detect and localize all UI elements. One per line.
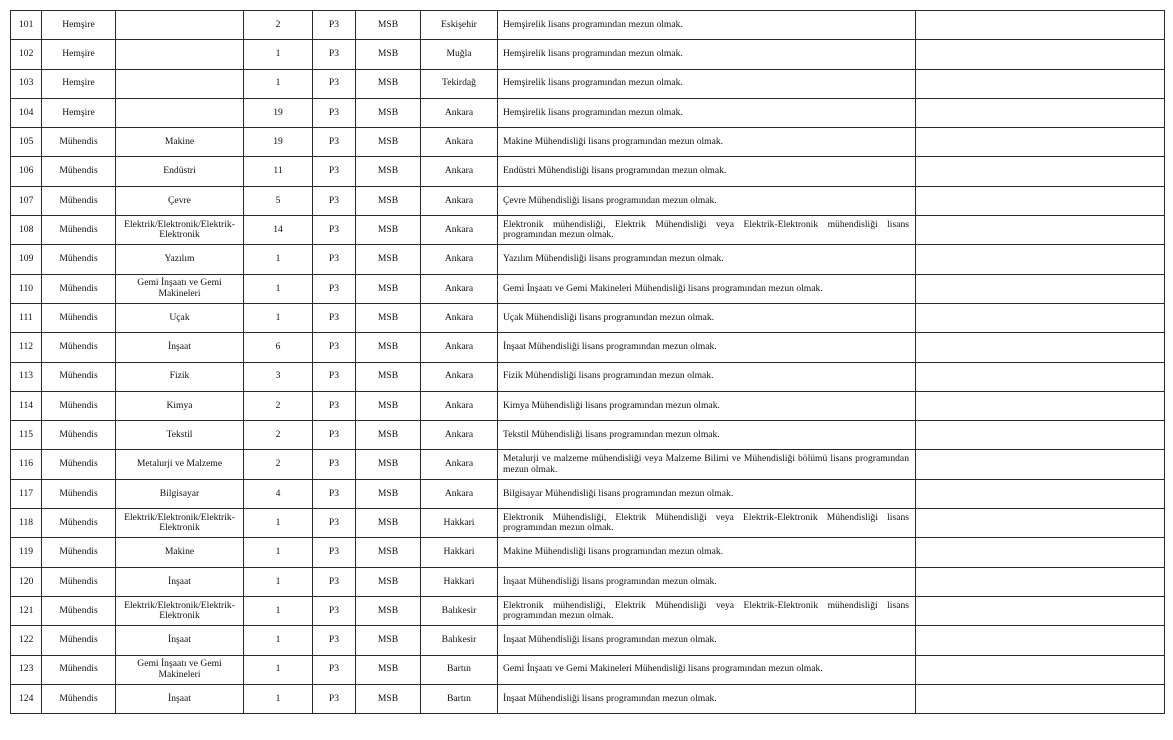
institution: MSB [356,479,421,508]
position-field: Uçak [116,303,244,332]
requirement: Elektronik Mühendisliği, Elektrik Mühendisliği veya Elektrik-Elektronik Mühendisliği lisans programından mezun olmak. [498,509,916,538]
position-field: İnşaat [116,684,244,713]
table-row [11,40,1165,69]
kpss-type: P3 [313,11,356,40]
position-count: 2 [244,450,313,479]
institution: MSB [356,274,421,303]
city: Ankara [421,216,498,245]
position-count: 2 [244,421,313,450]
row-number: 106 [11,157,42,186]
position-count: 1 [244,684,313,713]
kpss-type: P3 [313,421,356,450]
kpss-type: P3 [313,69,356,98]
requirement: İnşaat Mühendisliği lisans programından mezun olmak. [498,626,916,655]
position-count: 1 [244,655,313,684]
note [916,40,1165,69]
row-number: 120 [11,567,42,596]
city: Bartın [421,684,498,713]
position-title: Mühendis [42,391,116,420]
note [916,274,1165,303]
city: Ankara [421,479,498,508]
row-number: 112 [11,333,42,362]
city: Ankara [421,274,498,303]
kpss-type: P3 [313,509,356,538]
position-field: Kimya [116,391,244,420]
city: Ankara [421,98,498,127]
note [916,684,1165,713]
position-field: İnşaat [116,333,244,362]
kpss-type: P3 [313,362,356,391]
position-count: 1 [244,567,313,596]
position-count: 19 [244,98,313,127]
position-title: Mühendis [42,655,116,684]
table-row [11,362,1165,391]
position-count: 1 [244,303,313,332]
row-number: 124 [11,684,42,713]
row-number: 110 [11,274,42,303]
kpss-type: P3 [313,40,356,69]
row-number: 105 [11,128,42,157]
city: Ankara [421,157,498,186]
position-field: İnşaat [116,567,244,596]
city: Balıkesir [421,596,498,625]
position-count: 1 [244,509,313,538]
table-row [11,245,1165,274]
positions-table [10,10,1165,714]
row-number: 111 [11,303,42,332]
institution: MSB [356,128,421,157]
kpss-type: P3 [313,450,356,479]
institution: MSB [356,538,421,567]
position-count: 14 [244,216,313,245]
kpss-type: P3 [313,303,356,332]
institution: MSB [356,509,421,538]
position-title: Mühendis [42,626,116,655]
position-count: 11 [244,157,313,186]
institution: MSB [356,596,421,625]
kpss-type: P3 [313,274,356,303]
requirement: İnşaat Mühendisliği lisans programından mezun olmak. [498,567,916,596]
position-title: Mühendis [42,333,116,362]
institution: MSB [356,69,421,98]
note [916,421,1165,450]
kpss-type: P3 [313,596,356,625]
row-number: 109 [11,245,42,274]
position-count: 1 [244,245,313,274]
position-title: Mühendis [42,245,116,274]
position-field [116,40,244,69]
requirement: Metalurji ve malzeme mühendisliği veya Malzeme Bilimi ve Mühendisliği bölümü lisans programından mezun olmak. [498,450,916,479]
table-row [11,421,1165,450]
position-title: Mühendis [42,216,116,245]
institution: MSB [356,421,421,450]
row-number: 102 [11,40,42,69]
note [916,626,1165,655]
institution: MSB [356,157,421,186]
row-number: 118 [11,509,42,538]
kpss-type: P3 [313,186,356,215]
position-field [116,98,244,127]
institution: MSB [356,391,421,420]
requirement: Gemi İnşaatı ve Gemi Makineleri Mühendisliği lisans programından mezun olmak. [498,655,916,684]
note [916,11,1165,40]
position-title: Mühendis [42,362,116,391]
city: Hakkari [421,567,498,596]
institution: MSB [356,186,421,215]
position-field: Elektrik/Elektronik/Elektrik-Elektronik [116,509,244,538]
table-row [11,655,1165,684]
city: Hakkari [421,538,498,567]
city: Hakkari [421,509,498,538]
position-title: Mühendis [42,274,116,303]
requirement: İnşaat Mühendisliği lisans programından mezun olmak. [498,684,916,713]
institution: MSB [356,245,421,274]
position-title: Hemşire [42,11,116,40]
institution: MSB [356,303,421,332]
institution: MSB [356,98,421,127]
note [916,450,1165,479]
requirement: İnşaat Mühendisliği lisans programından mezun olmak. [498,333,916,362]
row-number: 104 [11,98,42,127]
table-row [11,11,1165,40]
position-count: 2 [244,11,313,40]
kpss-type: P3 [313,684,356,713]
requirement: Bilgisayar Mühendisliği lisans programından mezun olmak. [498,479,916,508]
table-row [11,69,1165,98]
table-row [11,98,1165,127]
position-title: Mühendis [42,450,116,479]
position-count: 1 [244,40,313,69]
kpss-type: P3 [313,538,356,567]
row-number: 103 [11,69,42,98]
position-title: Mühendis [42,186,116,215]
note [916,303,1165,332]
institution: MSB [356,655,421,684]
table-row [11,186,1165,215]
position-field: İnşaat [116,626,244,655]
note [916,98,1165,127]
table-row [11,157,1165,186]
note [916,128,1165,157]
table-row [11,391,1165,420]
city: Ankara [421,303,498,332]
position-field: Tekstil [116,421,244,450]
position-count: 1 [244,626,313,655]
row-number: 119 [11,538,42,567]
position-title: Mühendis [42,303,116,332]
position-field: Makine [116,538,244,567]
position-count: 5 [244,186,313,215]
position-count: 19 [244,128,313,157]
requirement: Uçak Mühendisliği lisans programından mezun olmak. [498,303,916,332]
city: Balıkesir [421,626,498,655]
requirement: Hemşirelik lisans programından mezun olmak. [498,11,916,40]
requirement: Çevre Mühendisliği lisans programından mezun olmak. [498,186,916,215]
position-field: Elektrik/Elektronik/Elektrik-Elektronik [116,216,244,245]
position-field: Çevre [116,186,244,215]
position-field: Gemi İnşaatı ve Gemi Makineleri [116,274,244,303]
table-row [11,596,1165,625]
position-field [116,69,244,98]
position-title: Mühendis [42,128,116,157]
requirement: Yazılım Mühendisliği lisans programından mezun olmak. [498,245,916,274]
position-field: Yazılım [116,245,244,274]
position-title: Mühendis [42,509,116,538]
requirement: Hemşirelik lisans programından mezun olmak. [498,98,916,127]
position-count: 2 [244,391,313,420]
table-row [11,303,1165,332]
table-row [11,128,1165,157]
position-title: Mühendis [42,157,116,186]
kpss-type: P3 [313,98,356,127]
position-title: Hemşire [42,98,116,127]
institution: MSB [356,40,421,69]
city: Ankara [421,391,498,420]
city: Ankara [421,186,498,215]
row-number: 114 [11,391,42,420]
requirement: Hemşirelik lisans programından mezun olmak. [498,40,916,69]
city: Ankara [421,333,498,362]
position-field: Endüstri [116,157,244,186]
position-count: 6 [244,333,313,362]
position-title: Hemşire [42,69,116,98]
requirement: Kimya Mühendisliği lisans programından mezun olmak. [498,391,916,420]
requirement: Gemi İnşaatı ve Gemi Makineleri Mühendisliği lisans programından mezun olmak. [498,274,916,303]
position-count: 4 [244,479,313,508]
city: Eskişehir [421,11,498,40]
note [916,479,1165,508]
city: Ankara [421,421,498,450]
row-number: 122 [11,626,42,655]
requirement: Endüstri Mühendisliği lisans programından mezun olmak. [498,157,916,186]
row-number: 108 [11,216,42,245]
position-field: Metalurji ve Malzeme [116,450,244,479]
city: Ankara [421,450,498,479]
kpss-type: P3 [313,128,356,157]
position-field: Elektrik/Elektronik/Elektrik-Elektronik [116,596,244,625]
note [916,216,1165,245]
institution: MSB [356,11,421,40]
requirement: Fizik Mühendisliği lisans programından mezun olmak. [498,362,916,391]
row-number: 113 [11,362,42,391]
city: Bartın [421,655,498,684]
position-field: Bilgisayar [116,479,244,508]
kpss-type: P3 [313,567,356,596]
note [916,362,1165,391]
note [916,69,1165,98]
position-field: Fizik [116,362,244,391]
table-row [11,509,1165,538]
table-row [11,567,1165,596]
table-row [11,450,1165,479]
note [916,596,1165,625]
requirement: Elektronik mühendisliği, Elektrik Mühendisliği veya Elektrik-Elektronik mühendisliği lisans programından mezun olmak. [498,216,916,245]
institution: MSB [356,362,421,391]
table-row [11,274,1165,303]
table-row [11,216,1165,245]
table-row [11,684,1165,713]
note [916,186,1165,215]
table-row [11,479,1165,508]
position-title: Mühendis [42,596,116,625]
position-count: 1 [244,69,313,98]
institution: MSB [356,626,421,655]
note [916,655,1165,684]
institution: MSB [356,333,421,362]
table-row [11,626,1165,655]
kpss-type: P3 [313,655,356,684]
note [916,509,1165,538]
requirement: Makine Mühendisliği lisans programından mezun olmak. [498,538,916,567]
row-number: 107 [11,186,42,215]
note [916,157,1165,186]
kpss-type: P3 [313,216,356,245]
position-field: Gemi İnşaatı ve Gemi Makineleri [116,655,244,684]
institution: MSB [356,567,421,596]
table-row [11,333,1165,362]
position-title: Mühendis [42,421,116,450]
row-number: 123 [11,655,42,684]
row-number: 121 [11,596,42,625]
position-field [116,11,244,40]
city: Tekirdağ [421,69,498,98]
kpss-type: P3 [313,333,356,362]
kpss-type: P3 [313,157,356,186]
position-count: 1 [244,274,313,303]
note [916,245,1165,274]
city: Muğla [421,40,498,69]
city: Ankara [421,362,498,391]
kpss-type: P3 [313,626,356,655]
row-number: 101 [11,11,42,40]
requirement: Tekstil Mühendisliği lisans programından mezun olmak. [498,421,916,450]
kpss-type: P3 [313,479,356,508]
kpss-type: P3 [313,391,356,420]
note [916,538,1165,567]
row-number: 116 [11,450,42,479]
institution: MSB [356,450,421,479]
position-title: Mühendis [42,567,116,596]
position-title: Hemşire [42,40,116,69]
position-count: 1 [244,538,313,567]
city: Ankara [421,128,498,157]
row-number: 117 [11,479,42,508]
position-count: 1 [244,596,313,625]
requirement: Makine Mühendisliği lisans programından mezun olmak. [498,128,916,157]
note [916,391,1165,420]
city: Ankara [421,245,498,274]
requirement: Hemşirelik lisans programından mezun olmak. [498,69,916,98]
position-title: Mühendis [42,538,116,567]
position-field: Makine [116,128,244,157]
position-title: Mühendis [42,684,116,713]
kpss-type: P3 [313,245,356,274]
position-count: 3 [244,362,313,391]
note [916,333,1165,362]
table-body [11,11,1165,714]
position-title: Mühendis [42,479,116,508]
table-row [11,538,1165,567]
note [916,567,1165,596]
row-number: 115 [11,421,42,450]
institution: MSB [356,684,421,713]
institution: MSB [356,216,421,245]
requirement: Elektronik mühendisliği, Elektrik Mühendisliği veya Elektrik-Elektronik mühendisliği lisans programından mezun olmak. [498,596,916,625]
